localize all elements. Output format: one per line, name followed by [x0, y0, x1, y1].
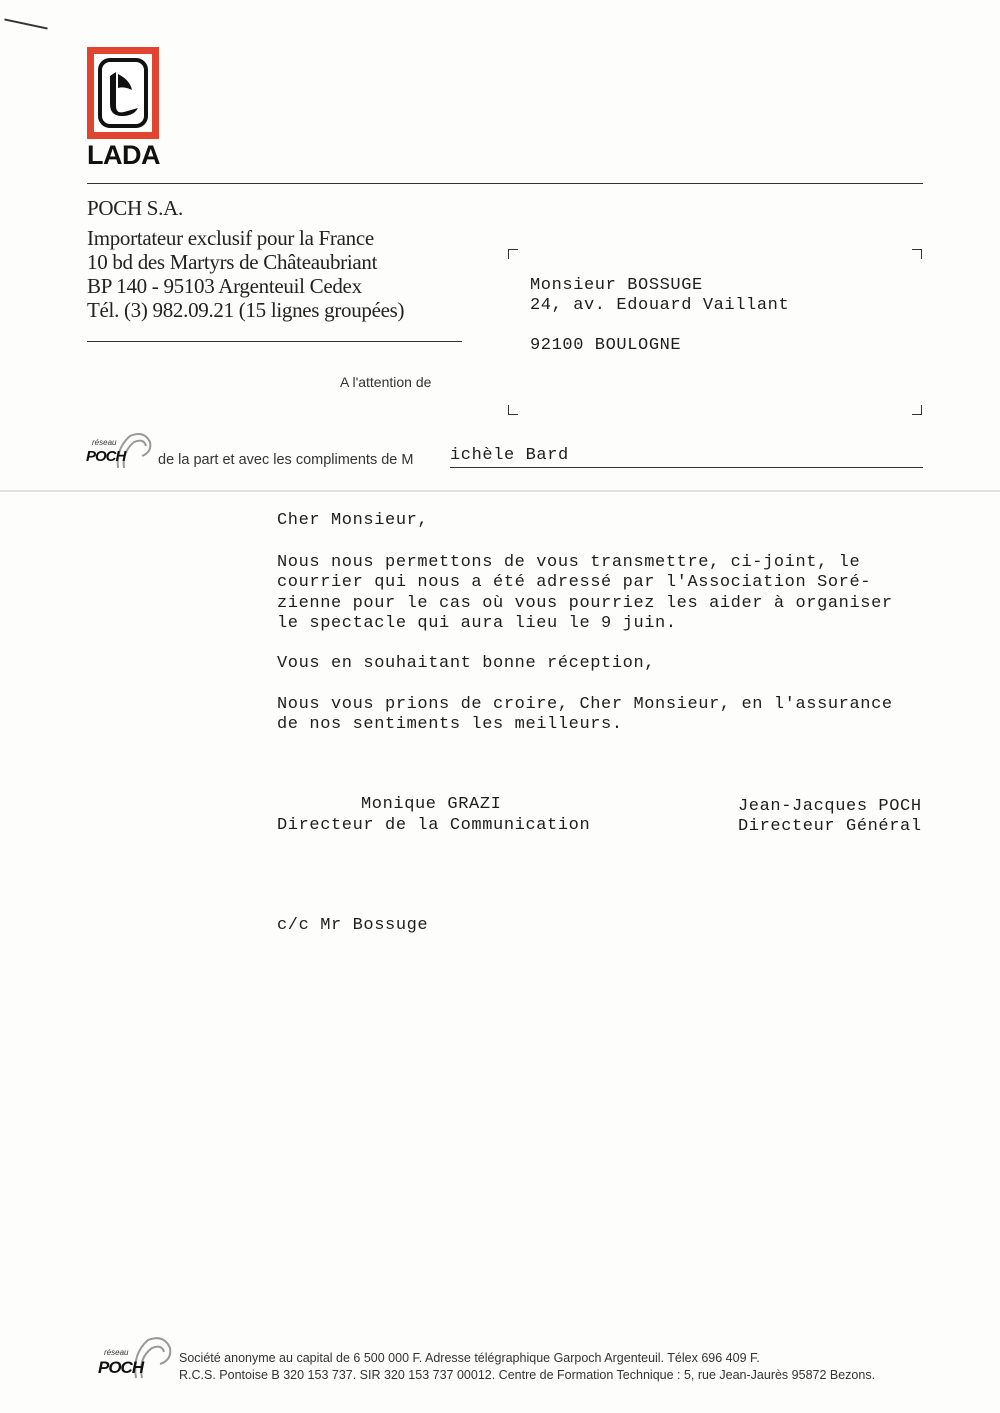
footer-poch-logo [96, 1332, 176, 1380]
compliments-label: de la part et avec les compliments de M [158, 452, 414, 468]
paragraph-1-line-2: courrier qui nous a été adressé par l'Association Soré- [277, 573, 872, 592]
window-corner-bl [508, 405, 518, 415]
paragraph-1-line-1: Nous nous permettons de vous transmettre, ci-joint, le [277, 553, 861, 572]
signature-left-title: Directeur de la Communication [277, 816, 591, 835]
compliments-rule [450, 467, 923, 468]
address-line-2: 10 bd des Martyrs de Châteaubriant [87, 250, 378, 274]
paragraph-3-line-2: de nos sentiments les meilleurs. [277, 715, 623, 734]
corner-mark [4, 18, 47, 29]
paragraph-3-line-1: Nous vous prions de croire, Cher Monsieur, en l'assurance [277, 695, 893, 714]
paragraph-1-line-3: zienne pour le cas où vous pourriez les aider à organiser [277, 594, 893, 613]
cc-line: c/c Mr Bossuge [277, 916, 429, 935]
recipient-city: 92100 BOULOGNE [530, 336, 682, 355]
window-corner-br [912, 405, 922, 415]
salutation: Cher Monsieur, [277, 511, 429, 530]
window-corner-tr [912, 249, 922, 259]
brand-name: LADA [87, 140, 160, 170]
compliments-name: ichèle Bard [450, 446, 569, 465]
address-line-3: BP 140 - 95103 Argenteuil Cedex [87, 274, 362, 298]
footer-line-2: R.C.S. Pontoise B 320 153 737. SIR 320 153 737 00012. Centre de Formation Technique : 5, rue Jean-Jaurès 95872 Bezons. [179, 1368, 876, 1382]
footer-reseau-text: réseau [104, 1348, 129, 1357]
recipient-name: Monsieur BOSSUGE [530, 276, 703, 295]
fold-line [0, 490, 1000, 492]
window-corner-tl [508, 249, 518, 259]
reseau-poch-logo [86, 428, 154, 472]
reseau-poch-text: POCH [86, 448, 126, 465]
footer-poch-text: POCH [98, 1358, 144, 1377]
recipient-street: 24, av. Edouard Vaillant [530, 296, 790, 315]
signature-left-name: Monique GRAZI [361, 795, 502, 814]
address-line-1: Importateur exclusif pour la France [87, 226, 374, 250]
paragraph-2: Vous en souhaitant bonne réception, [277, 654, 656, 673]
lada-logo [87, 47, 159, 139]
header-rule [87, 183, 923, 184]
attention-label: A l'attention de [340, 374, 432, 390]
signature-right-title: Directeur Général [738, 817, 922, 836]
company-name: POCH S.A. [87, 196, 183, 220]
footer-line-1: Société anonyme au capital de 6 500 000 F. Adresse télégraphique Garpoch Argenteuil. Télex 696 409 F. [179, 1351, 760, 1365]
signature-right-name: Jean-Jacques POCH [738, 797, 922, 816]
address-rule [87, 341, 462, 342]
lada-boat-icon [94, 54, 152, 132]
reseau-small-text: réseau [92, 438, 117, 447]
paragraph-1-line-4: le spectacle qui aura lieu le 9 juin. [277, 614, 677, 633]
address-line-4: Tél. (3) 982.09.21 (15 lignes groupées) [87, 298, 405, 322]
